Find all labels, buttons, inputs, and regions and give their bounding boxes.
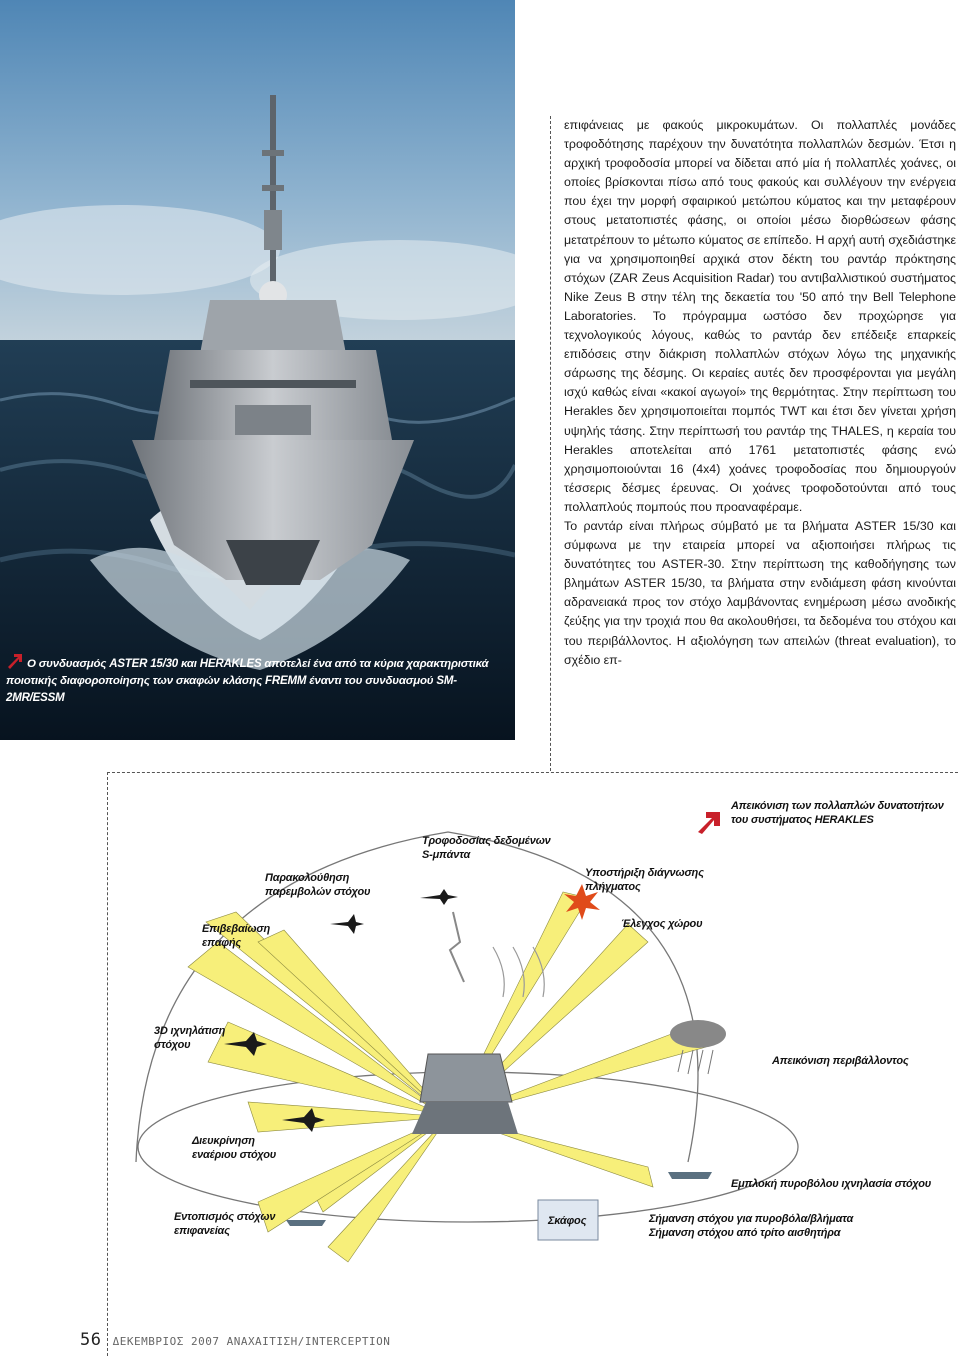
label-surface-detection: Εντοπισμός στόχων επιφανείας — [174, 1211, 276, 1237]
label-3d-tracking: 3D ιχνηλάτιση στόχου — [154, 1025, 226, 1051]
diagram-title — [731, 799, 944, 827]
diagram-title-line2: του συστήματος HERAKLES — [731, 814, 874, 826]
herakles-diagram — [108, 772, 958, 1327]
jet-icon — [330, 914, 364, 934]
radar-antenna — [420, 1054, 512, 1102]
label-volume-search: Έλεγχος χώρου — [621, 918, 703, 930]
article-paragraph: επιφάνειας με φακούς μικροκυμάτων. Οι πολλαπλές μονάδες τροφοδότησης παρέχουν την δυνατότητα πολλαπλών δεσμών. Έτσι η αρχική τροφοδοσία μπορεί να δίδεται από μία ή πολλαπλές χοάνες, οι οποίες βρίσκονται πίσω από τους φακούς και συλλέγουν την ενέργεια που έχει την μορφή σφαιρικού μετώπου κύματος και την μεταφέρουν στους μετατοπιστές φάσης, οι οποίοι μέσω διορθώσεων φάσης μετατρέπουν το μέτωπο κύματος σε επίπεδο. Η αρχή αυτή σχεδιάστηκε για να χρησιμοποιηθεί αρχικά στον δέκτη του ραντάρ πρόκτησης στόχων (ZAR Zeus Acquisition Radar) του αντιβαλλιστικού συστήματος Nike Zeus B στην τέλη της δεκαετία του '50 από την Bell Telephone Laboratories. Το πρόγραμμα ωστόσο δεν προχώρησε για τεχνολογικούς λόγους, καθώς το ραντάρ δεν επέδειξε επαρκείς επιδόσεις στην διάκριση πολλαπλών στόχων λόγω της μηχανικής σάρωσης της δέσμης. Οι κεραίες αυτές δεν προσφέρονται για μεγάλη ισχύ καθώς είναι «κακοί αγωγοί» της θερμότητας. Στην περίπτωση του Herakles δεν χρησιμοποιείται πομπός TWT και έτσι δεν γίνεται χρήση υψηλής τάσης. Στην περίπτωσή του ραντάρ της THALES, η κεραία του Herakles αποτελείται από 1761 μετατοπιστές φάσης ενώ χρησιμοποιούνται 16 (4x4) χοάνες τροφοδοσίας που δημιουργούν τέσσερις δέσμες έρευνας. Οι χοάνες τροφοδοτούνται από τους πολλαπλούς πομπούς που προαναφέραμε. — [564, 118, 956, 514]
frigate-photo — [0, 0, 515, 740]
missile-icon — [420, 889, 458, 905]
red-arrow-icon — [698, 812, 720, 834]
photo-caption — [6, 652, 506, 707]
label-jamming-tracking: Παρακολούθηση παρεμβολών στόχου — [265, 872, 371, 898]
label-environment: Απεικόνιση περιβάλλοντος — [772, 1055, 909, 1067]
label-contact-confirmation: Επιβεβαίωση επαφής — [202, 923, 271, 949]
label-data-uplink: Τροφοδοσίας δεδομένων S-μπάντα — [422, 835, 551, 861]
label-kill-assessment: Υποστήριξη διάγνωσης πλήγματος — [585, 867, 704, 893]
label-gun-engagement: Εμπλοκή πυροβόλου ιχνηλασία στόχου — [731, 1178, 932, 1190]
data-uplink-bolt — [450, 912, 464, 982]
diagram-title-line1: Απεικόνιση των πολλαπλών δυνατοτήτων — [731, 800, 944, 812]
gun-target-boat-icon — [668, 1172, 712, 1179]
article-text — [564, 116, 956, 670]
label-air-classification: Διευκρίνηση εναέριου στόχου — [192, 1135, 277, 1161]
footer-text: ΔΕΚΕΜΒΡΙΟΣ 2007 ΑΝΑΧΑΙΤΙΣΗ/INTERCEPTION — [112, 1335, 391, 1348]
radar-base — [412, 1102, 518, 1134]
page-footer — [80, 1330, 390, 1350]
label-ship: Σκάφος — [548, 1215, 587, 1227]
caption-text: Ο συνδυασμός ASTER 15/30 και HERAKLES αποτελεί ένα από τα κύρια χαρακτηριστικά ποιοτικής διαφοροποίησης των σκαφών κλάσης FREMM έναντι του συνδυασμού SM-2MR/ESSM — [6, 658, 489, 704]
cloud-icon — [670, 1020, 726, 1048]
frigate-illustration — [0, 0, 515, 740]
surface-target-boat-icon — [286, 1220, 326, 1226]
article-paragraph: Το ραντάρ είναι πλήρως σύμβατό με τα βλήματα ASTER 15/30 και σύμφωνα με την εταιρεία μπορεί να αξιοποιήσει πλήρως τις δυνατότητες του ASTER-30. Στην περίπτωση της καθοδήγησης των βλημάτων ASTER 15/30, τα βλήματα στην ενδιάμεση φάση κινούνται αδρανειακά προς τον στόχο λαμβάνοντας ενημέρωση μέσω ανοδικής ζεύξης για την τροχιά που θα ακολουθήσει, τα δεδομένα του στόχου και του περιβάλλοντος. Η αξιολόγηση των απειλών (threat evaluation), το σχέδιο επ- — [564, 518, 956, 667]
red-arrow-icon — [6, 652, 24, 670]
label-target-designation: Σήμανση στόχου για πυροβόλα/βλήματα Σήμανση στόχου από τρίτο αισθητήρα — [649, 1213, 854, 1239]
column-divider — [550, 116, 551, 771]
page-number: 56 — [80, 1330, 102, 1350]
